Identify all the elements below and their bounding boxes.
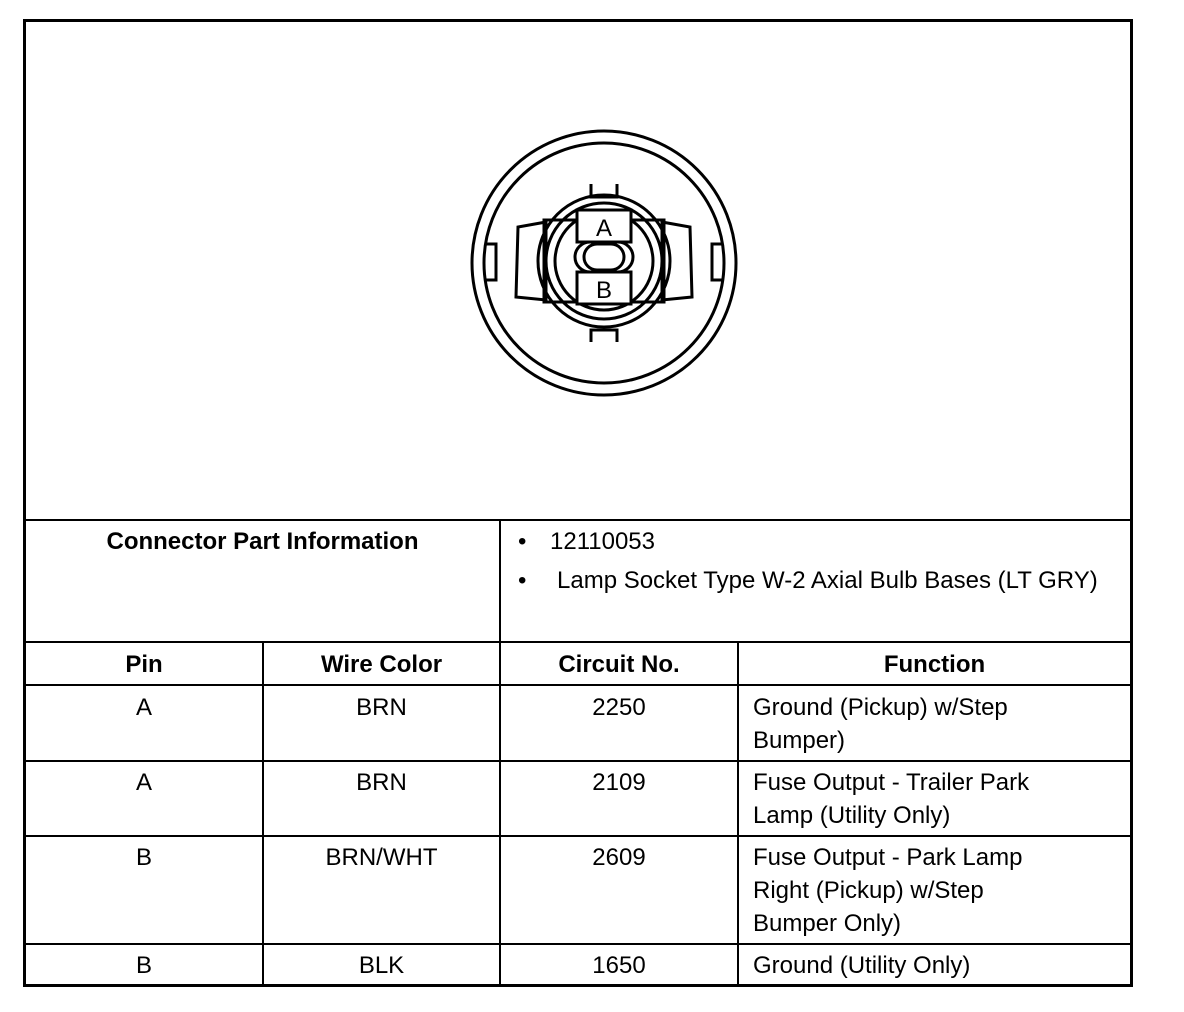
divider-header	[26, 684, 1130, 686]
header-circuit-no: Circuit No.	[558, 651, 680, 678]
part-info-heading: Connector Part Information	[106, 528, 419, 555]
row-4-function: Ground (Utility Only)	[753, 952, 971, 979]
row-3-function: Fuse Output - Park Lamp Right (Pickup) w/Step Bumper Only)	[753, 844, 1023, 937]
right-notch	[712, 244, 722, 280]
row-3-circuit: 2609	[592, 844, 646, 871]
left-lock-tab	[516, 222, 546, 300]
row-2-pin: A	[135, 769, 152, 796]
divider-row-2	[26, 835, 1130, 837]
row-3-wire-color: BRN/WHT	[325, 844, 438, 871]
row-3-pin: B	[135, 844, 152, 871]
row-4-wire-color: BLK	[358, 952, 405, 979]
row-1-pin: A	[135, 694, 152, 721]
row-1-wire-color: BRN	[356, 694, 407, 721]
part-description: Lamp Socket Type W-2 Axial Bulb Bases (LT GRY)	[557, 567, 1098, 594]
divider-col-3	[737, 641, 739, 984]
header-pin: Pin	[125, 651, 163, 678]
divider-row-1	[26, 760, 1130, 762]
connector-diagram	[26, 22, 1130, 519]
divider-part-info	[26, 641, 1130, 643]
row-4-circuit: 1650	[592, 952, 646, 979]
pin-b-label: B	[595, 277, 613, 304]
row-2-function: Fuse Output - Trailer Park Lamp (Utility Only)	[753, 769, 1030, 829]
row-2-circuit: 2109	[592, 769, 646, 796]
part-info-list	[502, 525, 1122, 597]
row-1-function: Ground (Pickup) w/Step Bumper)	[753, 694, 1008, 754]
bullet-icon: •	[518, 567, 527, 594]
bulb-contact-inner	[584, 244, 624, 270]
part-description-item	[502, 564, 1122, 597]
row-1-circuit: 2250	[592, 694, 646, 721]
bottom-notch	[591, 330, 617, 342]
connector-info-frame	[23, 19, 1133, 987]
header-function: Function	[883, 651, 986, 678]
bullet-icon: •	[518, 528, 527, 555]
row-2-wire-color: BRN	[356, 769, 407, 796]
pin-a-label: A	[595, 215, 613, 242]
divider-row-3	[26, 943, 1130, 945]
connector-face-drawing	[26, 22, 1130, 519]
right-lock-tab	[662, 222, 692, 300]
header-wire-color: Wire Color	[320, 651, 443, 678]
part-number-item	[502, 525, 1122, 558]
part-number: 12110053	[550, 528, 655, 555]
left-notch	[486, 244, 496, 280]
divider-diagram	[26, 519, 1130, 521]
row-4-pin: B	[135, 952, 152, 979]
divider-col-part-info	[499, 519, 501, 984]
